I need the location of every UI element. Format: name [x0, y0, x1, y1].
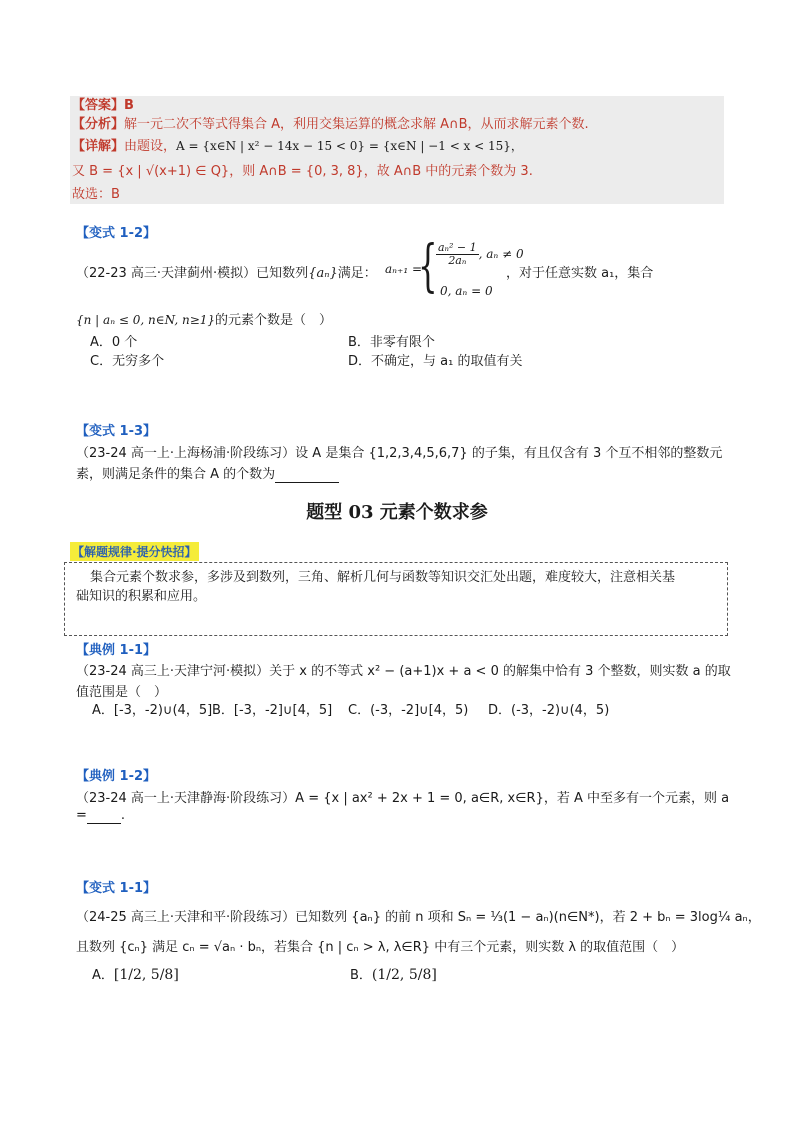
example-1-1-option-b[interactable]: B．[-3，-2]∪[4，5] [212, 703, 333, 718]
example-1-1-option-a[interactable]: A．[-3，-2)∪(4，5] [92, 703, 213, 718]
variant-1-2-line1 [76, 262, 377, 281]
tip-label: 【解题规律·提分快招】 [70, 542, 199, 561]
detail-tag: 【详解】 [72, 139, 125, 154]
variant-1-3-label: 【变式 1-3】 [76, 424, 157, 439]
example-1-2-eq: = [76, 808, 87, 823]
tip-line-2: 础知识的积累和应用。 [76, 589, 207, 604]
variant-1-1-option-b-label: B． [350, 968, 372, 983]
variant-1-2-option-d[interactable]: D．不确定，与 a₁ 的取值有关 [348, 354, 523, 369]
variant-1-2-source: （22-23 高三·天津蓟州·模拟）已知数列 [76, 266, 309, 281]
example-1-1-option-c[interactable]: C．(-3，-2]∪[4，5) [348, 703, 469, 718]
example-1-1-line1: （23-24 高三上·天津宁河·模拟）关于 x 的不等式 x² − (a+1)x + a < 0 的解集中恰有 3 个整数，则实数 a 的取 [76, 664, 731, 679]
variant-1-2-option-b[interactable]: B．非零有限个 [348, 335, 435, 350]
variant-1-2-label: 【变式 1-2】 [76, 226, 157, 241]
answer-blank[interactable] [275, 467, 339, 483]
variant-1-1-line1: （24-25 高三上·天津和平·阶段练习）已知数列 {aₙ} 的前 n 项和 Sₙ = ⅓(1 − aₙ)(n∈N*)，若 2 + bₙ = 3log¼ aₙ， [76, 910, 761, 925]
detail-set-a: A = {x∈N | x² − 14x − 15 < 0} = {x∈N | −1 < x < 15}， [176, 139, 523, 153]
analysis-text: 解一元二次不等式得集合 A，利用交集运算的概念求解 A∩B，从而求解元素个数. [124, 117, 589, 132]
piecewise-case2: 0, aₙ = 0 [440, 284, 493, 298]
variant-1-2-option-a[interactable]: A．0 个 [90, 335, 138, 350]
case1-denominator: 2aₙ [448, 254, 467, 267]
variant-1-2-ask: 的元素个数是（ ） [215, 313, 333, 328]
variant-1-3-line1: （23-24 高一上·上海杨浦·阶段练习）设 A 是集合 {1,2,3,4,5,6,7} 的子集，有且仅含有 3 个互不相邻的整数元 [76, 446, 723, 461]
tip-line-1: 集合元素个数求参，多涉及到数列，三角、解析几何与函数等知识交汇处出题，难度较大，注意相关基 [90, 570, 676, 585]
variant-1-1-label: 【变式 1-1】 [76, 881, 157, 896]
answer-tag: 【答案】 [72, 98, 125, 113]
variant-1-2-tail: ，对于任意实数 a₁，集合 [506, 266, 654, 281]
detail-line-2 [72, 163, 533, 181]
choice-line [72, 186, 120, 204]
example-1-1-line2: 值范围是（ ） [76, 685, 168, 700]
choice-text: 故选：B [72, 187, 120, 202]
case1-fraction [436, 242, 479, 267]
case1-condition: , aₙ ≠ 0 [478, 247, 524, 261]
variant-1-1-option-a[interactable] [92, 964, 179, 983]
recurrence-lhs: aₙ₊₁ = [385, 262, 423, 276]
variant-1-1-option-b[interactable] [350, 964, 437, 983]
variant-1-2-option-c[interactable]: C．无穷多个 [90, 354, 165, 369]
answer-line [72, 97, 134, 115]
variant-1-1-line2: 且数列 {cₙ} 满足 cₙ = √aₙ · bₙ，若集合 {n | cₙ > λ, λ∈R} 中有三个元素，则实数 λ 的取值范围（ ） [76, 940, 685, 955]
analysis-tag: 【分析】 [72, 117, 125, 132]
example-1-2-blank[interactable] [87, 808, 121, 824]
variant-1-1-option-a-label: A． [92, 968, 114, 983]
example-1-1-option-d[interactable]: D．(-3，-2)∪(4，5) [488, 703, 610, 718]
variant-1-2-seq: {aₙ} [308, 266, 338, 281]
variant-1-3-line2-text: 素，则满足条件的集合 A 的个数为 [76, 467, 276, 482]
detail-line [72, 137, 523, 156]
example-1-1-label: 【典例 1-1】 [76, 643, 157, 658]
variant-1-2-line2 [76, 309, 332, 328]
piecewise-brace: { [418, 234, 438, 299]
example-1-2-label: 【典例 1-2】 [76, 769, 157, 784]
detail-lead: 由题设， [124, 139, 177, 154]
section-title: 题型 03 元素个数求参 [306, 502, 488, 523]
variant-1-3-line2 [76, 463, 339, 483]
variant-1-2-set: {n | aₙ ≤ 0, n∈N, n≥1} [76, 313, 216, 327]
variant-1-2-cond: 满足： [337, 266, 377, 281]
variant-1-1-option-a-value: [1/2, 5/8] [113, 967, 179, 983]
example-1-2-line1: （23-24 高一上·天津静海·阶段练习）A = {x | ax² + 2x + 1 = 0, a∈R, x∈R}，若 A 中至多有一个元素，则 a [76, 791, 730, 806]
detail-line2: 又 B = {x | √(x+1) ∈ Q}，则 A∩B = {0, 3, 8}，故 A∩B 中的元素个数为 3. [72, 164, 533, 179]
answer-value: B [124, 98, 134, 113]
case1-numerator: aₙ² − 1 [438, 241, 477, 254]
example-1-2-line2: = . [76, 808, 126, 823]
analysis-line [72, 116, 589, 134]
variant-1-1-option-b-value: (1/2, 5/8] [371, 967, 437, 983]
